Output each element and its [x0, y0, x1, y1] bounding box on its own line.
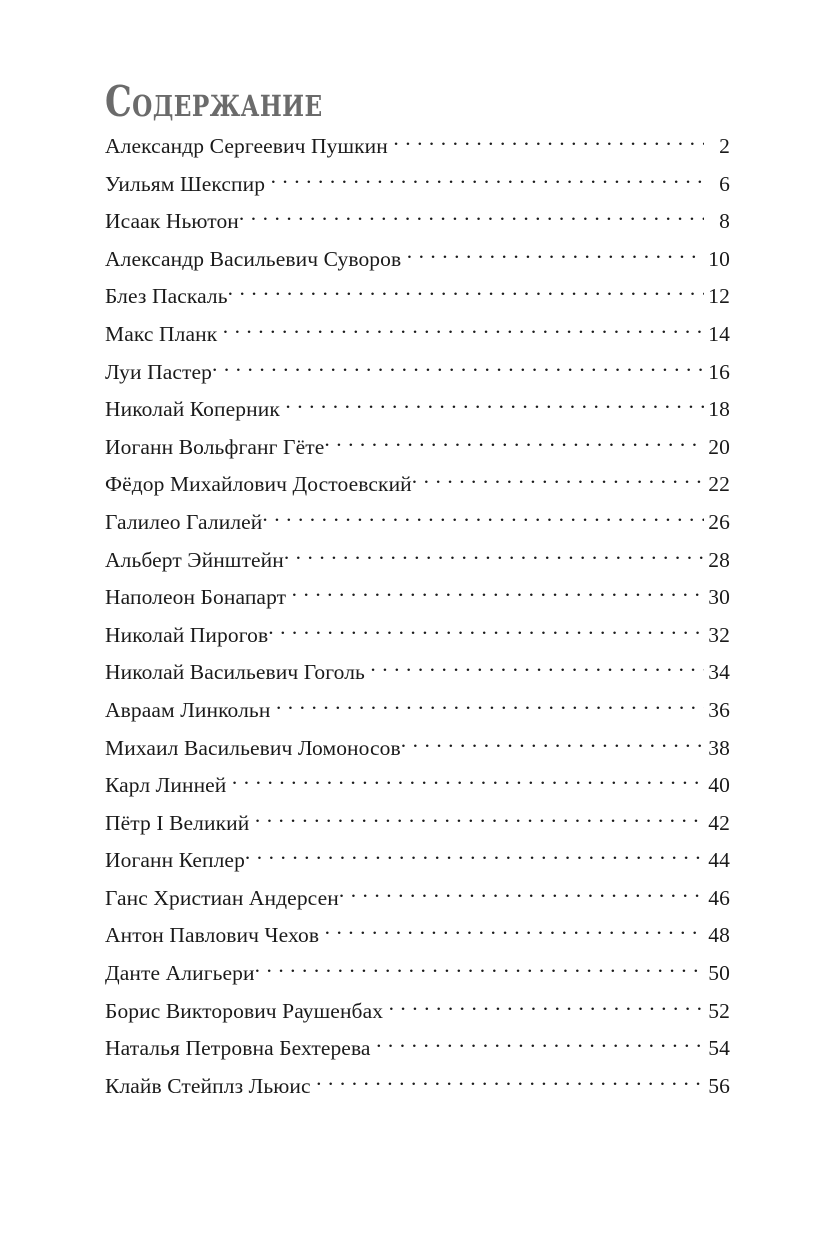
toc-dot-leader — [339, 883, 704, 905]
toc-entry-title: Исаак Ньютон — [105, 209, 239, 234]
toc-page-number: 36 — [708, 697, 730, 722]
toc-entry-title: Иоганн Вольфганг Гёте — [105, 434, 325, 459]
toc-entry[interactable] — [105, 131, 730, 169]
toc-entry[interactable] — [105, 244, 730, 282]
toc-entry[interactable] — [105, 845, 730, 883]
toc-page-number: 52 — [708, 998, 730, 1023]
toc-entry-title: Карл Линней — [105, 773, 227, 798]
toc-dot-leader — [284, 545, 704, 567]
toc-entry-title: Пётр I Великий — [105, 810, 250, 835]
toc-entry[interactable] — [105, 394, 730, 432]
toc-dot-leader — [393, 132, 704, 154]
toc-entry[interactable] — [105, 469, 730, 507]
toc-page-number: 14 — [708, 321, 730, 346]
toc-entry-title: Данте Алигьери — [105, 961, 255, 986]
toc-dot-leader — [407, 244, 704, 266]
toc-dot-leader — [245, 846, 704, 868]
toc-entry[interactable] — [105, 808, 730, 846]
toc-dot-leader — [255, 959, 704, 981]
toc-entry-title: Ганс Христиан Андерсен — [105, 885, 339, 910]
toc-dot-leader — [271, 169, 704, 191]
toc-entry-title: Блез Паскаль — [105, 284, 228, 309]
toc-entry[interactable] — [105, 770, 730, 808]
toc-page-number: 40 — [708, 773, 730, 798]
toc-dot-leader — [255, 808, 704, 830]
toc-dot-leader — [212, 357, 704, 379]
page-title: Содержание — [105, 77, 323, 127]
toc-entry-title: Александр Сергеевич Пушкин — [105, 134, 388, 158]
toc-dot-leader — [285, 395, 704, 417]
toc-dot-leader — [292, 583, 704, 605]
toc-dot-leader — [401, 733, 704, 755]
toc-dot-leader — [268, 620, 704, 642]
toc-dot-leader — [232, 771, 704, 793]
toc-entry-title: Иоганн Кеплер — [105, 848, 245, 873]
toc-page-number: 46 — [708, 885, 730, 910]
toc-entry-title: Александр Васильевич Суворов — [105, 246, 402, 271]
toc-entry[interactable] — [105, 582, 730, 620]
toc-entry-title: Наполеон Бонапарт — [105, 585, 287, 610]
toc-page-number: 2 — [719, 134, 730, 158]
toc-entry-title: Уильям Шекспир — [105, 171, 266, 196]
toc-entry[interactable] — [105, 620, 730, 658]
toc-page-number: 56 — [708, 1073, 730, 1098]
toc-entry-title: Макс Планк — [105, 321, 218, 346]
toc-dot-leader — [324, 432, 704, 454]
toc-dot-leader — [223, 319, 704, 341]
toc-page-number: 54 — [708, 1036, 730, 1061]
toc-dot-leader — [228, 282, 704, 304]
toc-page-number: 18 — [708, 397, 730, 422]
toc-entry[interactable] — [105, 1033, 730, 1071]
toc-entry-list — [105, 131, 730, 1108]
toc-page-number: 38 — [708, 735, 730, 760]
toc-page-number: 22 — [708, 472, 730, 497]
toc-entry[interactable] — [105, 432, 730, 470]
toc-entry[interactable] — [105, 733, 730, 771]
toc-entry-title: Клайв Стейплз Льюис — [105, 1073, 311, 1098]
toc-dot-leader — [262, 507, 704, 529]
toc-entry[interactable] — [105, 1071, 730, 1109]
toc-entry[interactable] — [105, 319, 730, 357]
toc-entry-title: Михаил Васильевич Ломоносов — [105, 735, 401, 760]
toc-entry[interactable] — [105, 507, 730, 545]
toc-entry-title: Луи Пастер — [105, 359, 212, 384]
toc-dot-leader — [412, 470, 704, 492]
toc-page-number: 48 — [708, 923, 730, 948]
toc-dot-leader — [325, 921, 704, 943]
toc-entry[interactable] — [105, 545, 730, 583]
toc-page-number: 10 — [708, 246, 730, 271]
toc-entry[interactable] — [105, 883, 730, 921]
toc-page-number: 26 — [708, 509, 730, 534]
toc-entry[interactable] — [105, 206, 730, 244]
toc-entry-title: Борис Викторович Раушенбах — [105, 998, 384, 1023]
toc-entry[interactable] — [105, 996, 730, 1034]
toc-page-number: 44 — [708, 848, 730, 873]
toc-entry-title: Авраам Линкольн — [105, 697, 271, 722]
toc-entry[interactable] — [105, 657, 730, 695]
toc-entry[interactable] — [105, 169, 730, 207]
toc-entry-title: Николай Пирогов — [105, 622, 269, 647]
toc-page-number: 34 — [708, 660, 730, 685]
toc-page-number: 50 — [708, 961, 730, 986]
toc-entry-title: Альберт Эйнштейн — [105, 547, 284, 572]
toc-entry-title: Галилео Галилей — [105, 509, 263, 534]
toc-entry-title: Антон Павлович Чехов — [105, 923, 320, 948]
toc-entry-title: Николай Васильевич Гоголь — [105, 660, 365, 685]
toc-entry[interactable] — [105, 695, 730, 733]
toc-dot-leader — [239, 207, 704, 229]
toc-dot-leader — [276, 695, 704, 717]
toc-page-number: 42 — [708, 810, 730, 835]
toc-page-number: 20 — [708, 434, 730, 459]
toc-page-number: 16 — [708, 359, 730, 384]
toc-entry-title: Фёдор Михайлович Достоевский — [105, 472, 412, 497]
toc-page-number: 28 — [708, 547, 730, 572]
toc-page-number: 32 — [708, 622, 730, 647]
toc-dot-leader — [316, 1071, 704, 1093]
toc-entry[interactable] — [105, 281, 730, 319]
toc-entry-title: Наталья Петровна Бехтерева — [105, 1036, 371, 1061]
toc-page-number: 6 — [719, 171, 730, 196]
toc-entry[interactable] — [105, 920, 730, 958]
toc-page-number: 12 — [708, 284, 730, 309]
toc-dot-leader — [389, 996, 704, 1018]
toc-dot-leader — [370, 658, 704, 680]
toc-entry-title: Николай Коперник — [105, 397, 280, 422]
toc-entry[interactable] — [105, 357, 730, 395]
toc-page-number: 8 — [719, 209, 730, 234]
toc-page-number: 30 — [708, 585, 730, 610]
toc-entry[interactable] — [105, 958, 730, 996]
toc-dot-leader — [376, 1034, 704, 1056]
